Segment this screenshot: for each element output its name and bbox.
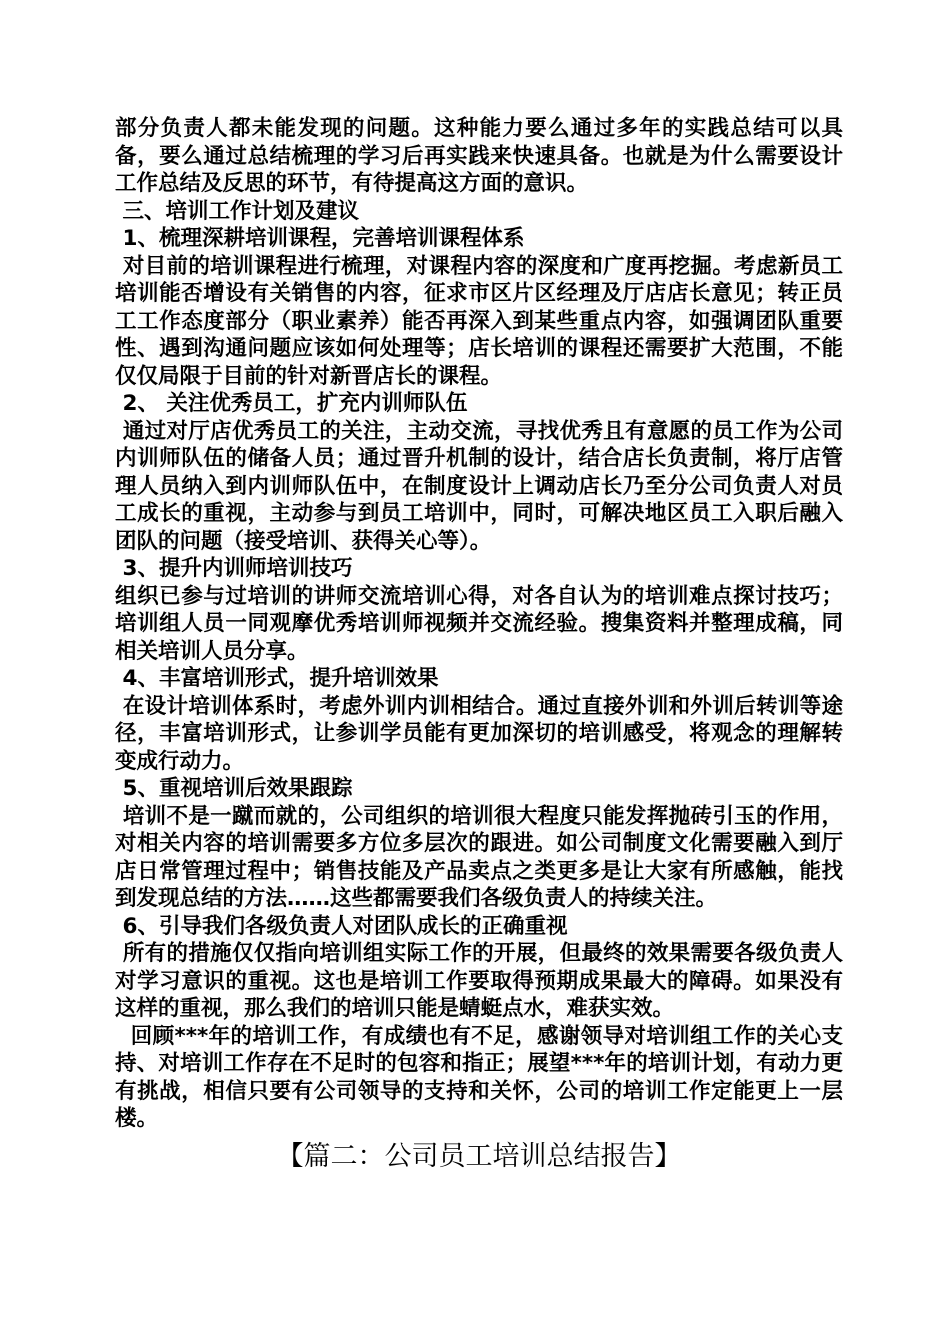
subsection-heading: 6、引导我们各级负责人对团队成长的正确重视 (115, 913, 568, 939)
subsection-heading: 5、重视培训后效果跟踪 (115, 776, 353, 801)
subsection-heading: 2、 关注优秀员工，扩充内训师队伍 (115, 391, 468, 416)
paragraph: 对目前的培训课程进行梳理，对课程内容的深度和广度再挖掘。考虑新员工培训能否增设有关销售的内容，征求市区片区经理及厅店店长意见；转正员工工作态度部分（职业素养）能否再深入到某些重点内容，如强调团队重要性、遇到沟通问题应该如何处理等；店长培训的课程还需要扩大范围，不能仅仅局限于目前的针对新晋店长的课程。 (115, 253, 843, 389)
document-page (115, 115, 843, 1175)
next-section-title: 【篇二：公司员工培训总结报告】 (276, 1140, 682, 1172)
subsection-heading: 3、提升内训师培训技巧 (115, 556, 353, 581)
paragraph: 组织已参与过培训的讲师交流培训心得，对各自认为的培训难点探讨技巧；培训组人员一同观摩优秀培训师视频并交流经验。搜集资料并整理成稿，同相关培训人员分享。 (115, 583, 843, 664)
subsection-heading: 1、梳理深耕培训课程，完善培训课程体系 (115, 226, 525, 251)
closing-paragraph: 回顾***年的培训工作，有成绩也有不足，感谢领导对培训组工作的关心支持、对培训工作存在不足时的包容和指正；展望***年的培训计划，有动力更有挑战，相信只要有公司领导的支持和关怀，公司的培训工作定能更上一层楼。 (115, 1023, 843, 1131)
paragraph: 通过对厅店优秀员工的关注，主动交流，寻找优秀且有意愿的员工作为公司内训师队伍的储备人员；通过晋升机制的设计，结合店长负责制，将厅店管理人员纳入到内训师队伍中，在制度设计上调动店长乃至分公司负责人对员工成长的重视，主动参与到员工培训中，同时，可解决地区员工入职后融入团队的问题（接受培训、获得关心等）。 (115, 418, 843, 554)
paragraph: 所有的措施仅仅指向培训组实际工作的开展，但最终的效果需要各级负责人对学习意识的重视。这也是培训工作要取得预期成果最大的障碍。如果没有这样的重视，那么我们的培训只能是蜻蜓点水，难获实效。 (115, 941, 843, 1021)
subsection-heading: 4、丰富培训形式，提升培训效果 (115, 666, 439, 691)
section-heading: 三、培训工作计划及建议 (115, 198, 359, 224)
paragraph: 部分负责人都未能发现的问题。这种能力要么通过多年的实践总结可以具备，要么通过总结梳理的学习后再实践来快速具备。也就是为什么需要设计工作总结及反思的环节，有待提高这方面的意识。 (115, 116, 843, 196)
paragraph: 培训不是一蹴而就的，公司组织的培训很大程度只能发挥抛砖引玉的作用，对相关内容的培训需要多方位多层次的跟进。如公司制度文化需要融入到厅店日常管理过程中；销售技能及产品卖点之类更多是让大家有所感触，能找到发现总结的方法……这些都需要我们各级负责人的持续关注。 (115, 803, 843, 911)
paragraph: 在设计培训体系时，考虑外训内训相结合。通过直接外训和外训后转训等途径，丰富培训形式，让参训学员能有更加深切的培训感受，将观念的理解转变成行动力。 (115, 693, 843, 774)
